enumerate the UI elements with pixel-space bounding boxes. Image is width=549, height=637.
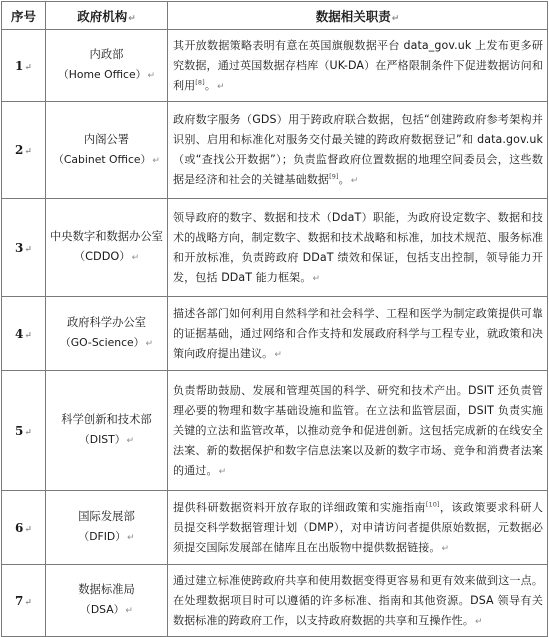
responsibility-cell: 领导政府的数字、数据和技术（DdaT）职能，为政府设定数字、数据和技术的战略方向，制定数字、数据和技术战略和标准，加技术规范、服务标准和开放标准，负责跨政府 DDaT 绩效和保证，包括支出控制，领导能力开发，包括 DDaT 能力框架。↵ — [168, 199, 548, 297]
agency-cell — [46, 199, 168, 297]
agency-abbr: （Home Office）↵ — [58, 68, 155, 81]
table-row — [2, 297, 548, 371]
table-row — [2, 491, 548, 565]
table-row — [2, 102, 548, 199]
row-number: 6↵ — [2, 491, 46, 565]
citation-ref: [9] — [329, 172, 339, 181]
header-number: 序号 — [2, 2, 46, 30]
responsibility-table — [1, 1, 548, 637]
responsibility-cell: 描述各部门如何利用自然科学和社会科学、工程和医学为制定政策提供可靠的证据基础，通过网络和合作支持和发展政府科学与工程专业，就政策和决策向政府提出建议。↵ — [168, 297, 548, 371]
table-row — [2, 30, 548, 102]
agency-name: 数据标准局 — [78, 583, 135, 596]
agency-cell — [46, 102, 168, 199]
agency-abbr: （GO-Science）↵ — [59, 336, 154, 349]
agency-name: 中央数字和数据办公室（CDDO）↵ — [50, 230, 163, 263]
responsibility-cell: 政府数字服务（GDS）用于跨政府联合数据，包括“创建跨政府参考架构并识别、启用和标准化对服务交付最关键的跨政府数据登记”和 data.gov.uk（或“查找公开数据”）；负责监督政府位置数据的地理空间委员会，这些数据是经济和社会的关键基础数据[9]。↵ — [168, 102, 548, 199]
citation-ref: [10] — [425, 499, 440, 508]
agency-cell — [46, 371, 168, 491]
agency-cell — [46, 491, 168, 565]
header-row — [2, 2, 548, 30]
agency-cell — [46, 30, 168, 102]
responsibility-cell: 负责帮助鼓励、发展和管理英国的科学、研究和技术产出。DSIT 还负责管理必要的物理和数字基础设施和监管。在立法和监管层面，DSIT 负责实施关键的立法和监管改革，以推动竞争和促进创新。这包括完成新的在线安全法案、新的数据保护和数字信息法案以及新的数字市场、竞争和消费者法案的通过。↵ — [168, 371, 548, 491]
row-number: 3↵ — [2, 199, 46, 297]
row-number: 5↵ — [2, 371, 46, 491]
responsibility-cell: 提供科研数据资料开放存取的详细政策和实施指南[10]，该政策要求科研人员提交科学数据管理计划（DMP），对申请访问者提供原始数据，元数据必须提交国际发展部在储库且在出版物中提供数据链接。↵ — [168, 491, 548, 565]
agency-name: 政府科学办公室 — [66, 316, 147, 329]
table-row — [2, 371, 548, 491]
agency-abbr: （DSA）↵ — [80, 603, 133, 616]
table-row — [2, 565, 548, 637]
row-number: 2↵ — [2, 102, 46, 199]
header-responsibility: 数据相关职责↵ — [168, 2, 548, 30]
responsibility-cell: 其开放数据策略表明有意在英国旗舰数据平台 data_gov.uk 上发布更多研究数据，通过英国数据存档库（UK-DA）在严格限制条件下促进数据访问和利用[8]。↵ — [168, 30, 548, 102]
agency-abbr: （Cabinet Office）↵ — [53, 152, 160, 166]
agency-abbr: （DIST）↵ — [78, 433, 135, 446]
agency-name: 内阁公署 — [83, 132, 130, 146]
row-number: 1↵ — [2, 30, 46, 102]
agency-abbr: （DFID）↵ — [78, 530, 135, 543]
table-row — [2, 199, 548, 297]
row-number: 4↵ — [2, 297, 46, 371]
agency-name: 科学创新和技术部 — [61, 413, 152, 426]
citation-ref: [8] — [195, 77, 205, 86]
agency-cell — [46, 565, 168, 637]
agency-name: 内政部 — [89, 48, 124, 61]
responsibility-cell: 通过建立标准使跨政府共享和使用数据变得更容易和更有效来做到这一点。在处理数据项目时可以遵循的许多标准、指南和其他资源。DSA 领导有关数据标准的跨政府工作，以支持政府数据的共享和互操作性。↵ — [168, 565, 548, 637]
row-number: 7↵ — [2, 565, 46, 637]
agency-cell — [46, 297, 168, 371]
header-agency: 政府机构↵ — [46, 2, 168, 30]
agency-name: 国际发展部 — [78, 510, 135, 523]
